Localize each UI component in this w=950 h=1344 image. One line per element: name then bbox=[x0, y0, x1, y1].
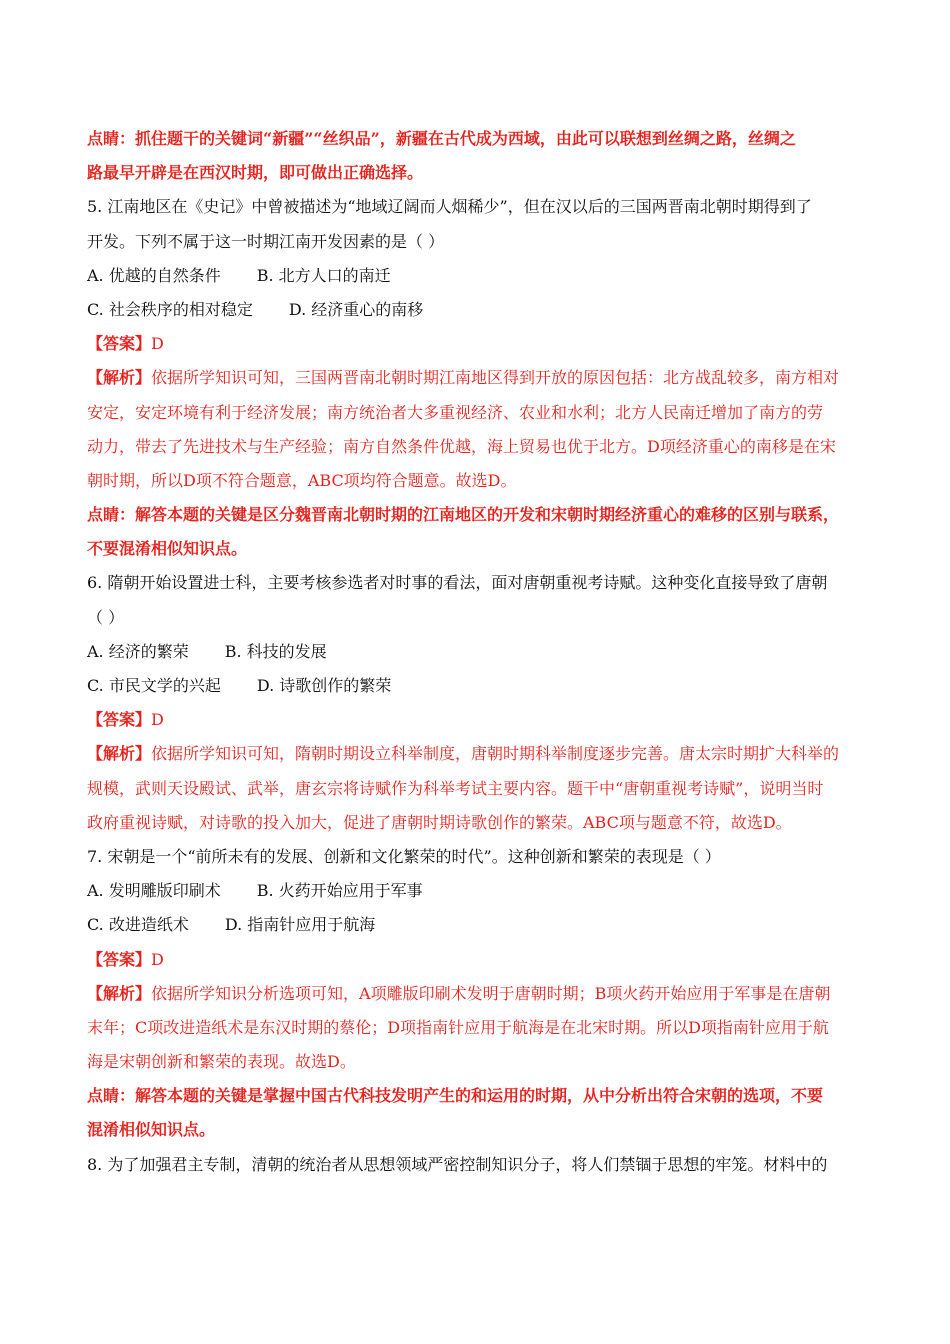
document-page bbox=[87, 122, 869, 1182]
answer-tag: 【答案】 bbox=[87, 949, 152, 969]
analysis-line bbox=[87, 1011, 869, 1045]
analysis-text: 朝时期，所以D项不符合题意，ABC项均符合题意。故选D。 bbox=[87, 470, 517, 490]
answer-line bbox=[87, 327, 869, 361]
tip-line: 点睛：解答本题的关键是掌握中国古代科技发明产生的和运用的时期，从中分析出符合宋朝的选项，不要 bbox=[87, 1086, 824, 1106]
analysis-text: 安定，安定环境有利于经济发展；南方统治者大多重视经济、农业和水利；北方人民南迁增加了南方的劳 bbox=[87, 402, 824, 422]
analysis-tag: 【解析】 bbox=[87, 744, 152, 764]
analysis-line bbox=[87, 464, 869, 498]
analysis-tag: 【解析】 bbox=[87, 368, 152, 388]
option-text: D. 经济重心的南移 bbox=[288, 299, 424, 319]
answer-value: D bbox=[151, 710, 164, 730]
answer-value: D bbox=[151, 334, 164, 354]
answer-line bbox=[87, 943, 869, 977]
answer-tag: 【答案】 bbox=[87, 710, 152, 730]
option-row bbox=[87, 908, 869, 942]
analysis-line bbox=[87, 977, 869, 1011]
option-text: C. 改进造纸术 bbox=[87, 915, 189, 935]
analysis-tag: 【解析】 bbox=[87, 983, 152, 1003]
analysis-text: 动力，带去了先进技术与生产经验；南方自然条件优越，海上贸易也优于北方。D项经济重心的南移是在宋 bbox=[87, 436, 836, 456]
option-row bbox=[87, 635, 869, 669]
analysis-line bbox=[87, 772, 869, 806]
option-text: C. 社会秩序的相对稳定 bbox=[87, 299, 253, 319]
analysis-line bbox=[87, 396, 869, 430]
analysis-line bbox=[87, 430, 869, 464]
option-text: C. 市民文学的兴起 bbox=[87, 676, 221, 695]
answer-value: D bbox=[151, 949, 164, 969]
option-text: B. 北方人口的南迁 bbox=[256, 265, 391, 285]
answer-tag: 【答案】 bbox=[87, 334, 152, 354]
analysis-line bbox=[87, 361, 869, 395]
option-text: B. 火药开始应用于军事 bbox=[256, 881, 423, 901]
question-line: 开发。下列不属于这一时期江南开发因素的是（ ） bbox=[87, 231, 445, 251]
analysis-text: 末年；C项改进造纸术是东汉时期的蔡伦；D项指南针应用于航海是在北宋时期。所以D项指南针应用于航 bbox=[87, 1017, 829, 1037]
analysis-line bbox=[87, 806, 869, 840]
question-line: 5. 江南地区在《史记》中曾被描述为“地域辽阔而人烟稀少”，但在汉以后的三国两晋南北朝时期得到了 bbox=[87, 197, 812, 217]
option-text: A. 经济的繁荣 bbox=[87, 641, 189, 661]
option-text: A. 发明雕版印刷术 bbox=[87, 881, 221, 901]
option-row bbox=[87, 293, 869, 327]
option-text: A. 优越的自然条件 bbox=[87, 265, 221, 285]
analysis-line bbox=[87, 1045, 869, 1079]
tip-line: 路最早开辟是在西汉时期，即可做出正确选择。 bbox=[87, 163, 424, 183]
tip-line: 点睛：解答本题的关键是区分魏晋南北朝时期的江南地区的开发和宋朝时期经济重心的难移的区别与联系， bbox=[87, 505, 840, 525]
tip-line: 不要混淆相似知识点。 bbox=[87, 539, 248, 559]
question-line: 6. 隋朝开始设置进士科，主要考核参选者对时事的看法，面对唐朝重视考诗赋。这种变化直接导致了唐朝 bbox=[87, 573, 828, 593]
analysis-text: 规模，武则天设殿试、武举，唐玄宗将诗赋作为科举考试主要内容。题干中“唐朝重视考诗赋”，说明当时 bbox=[87, 778, 824, 798]
option-row bbox=[87, 259, 869, 293]
analysis-text: 海是宋朝创新和繁荣的表现。故选D。 bbox=[87, 1052, 356, 1072]
analysis-text: 依据所学知识分析选项可知，A项雕版印刷术发明于唐朝时期；B项火药开始应用于军事是在唐朝 bbox=[151, 983, 831, 1003]
answer-line bbox=[87, 703, 869, 737]
analysis-text: 依据所学知识可知，隋朝时期设立科举制度，唐朝时期科举制度逐步完善。唐太宗时期扩大科举的 bbox=[151, 744, 840, 764]
analysis-line bbox=[87, 737, 869, 771]
option-text: B. 科技的发展 bbox=[224, 641, 327, 661]
option-text: D. 诗歌创作的繁荣 bbox=[256, 676, 392, 695]
question-line: 7. 宋朝是一个“前所未有的发展、创新和文化繁荣的时代”。这种创新和繁荣的表现是（ ） bbox=[87, 846, 721, 866]
tip-line: 混淆相似知识点。 bbox=[87, 1120, 216, 1140]
option-row bbox=[87, 874, 869, 908]
tip-line: 点睛：抓住题干的关键词“新疆”“丝织品”，新疆在古代成为西域，由此可以联想到丝绸之路，丝绸之 bbox=[87, 129, 796, 148]
question-line: （ ） bbox=[87, 607, 125, 627]
option-text: D. 指南针应用于航海 bbox=[224, 915, 376, 935]
question-line: 8. 为了加强君主专制，清朝的统治者从思想领域严密控制知识分子，将人们禁锢于思想的牢笼。材料中的 bbox=[87, 1154, 828, 1174]
analysis-text: 依据所学知识可知，三国两晋南北朝时期江南地区得到开放的原因包括：北方战乱较多，南方相对 bbox=[151, 368, 840, 388]
option-row bbox=[87, 669, 869, 703]
analysis-text: 政府重视诗赋，对诗歌的投入加大，促进了唐朝时期诗歌创作的繁荣。ABC项与题意不符，故选D。 bbox=[87, 812, 792, 832]
